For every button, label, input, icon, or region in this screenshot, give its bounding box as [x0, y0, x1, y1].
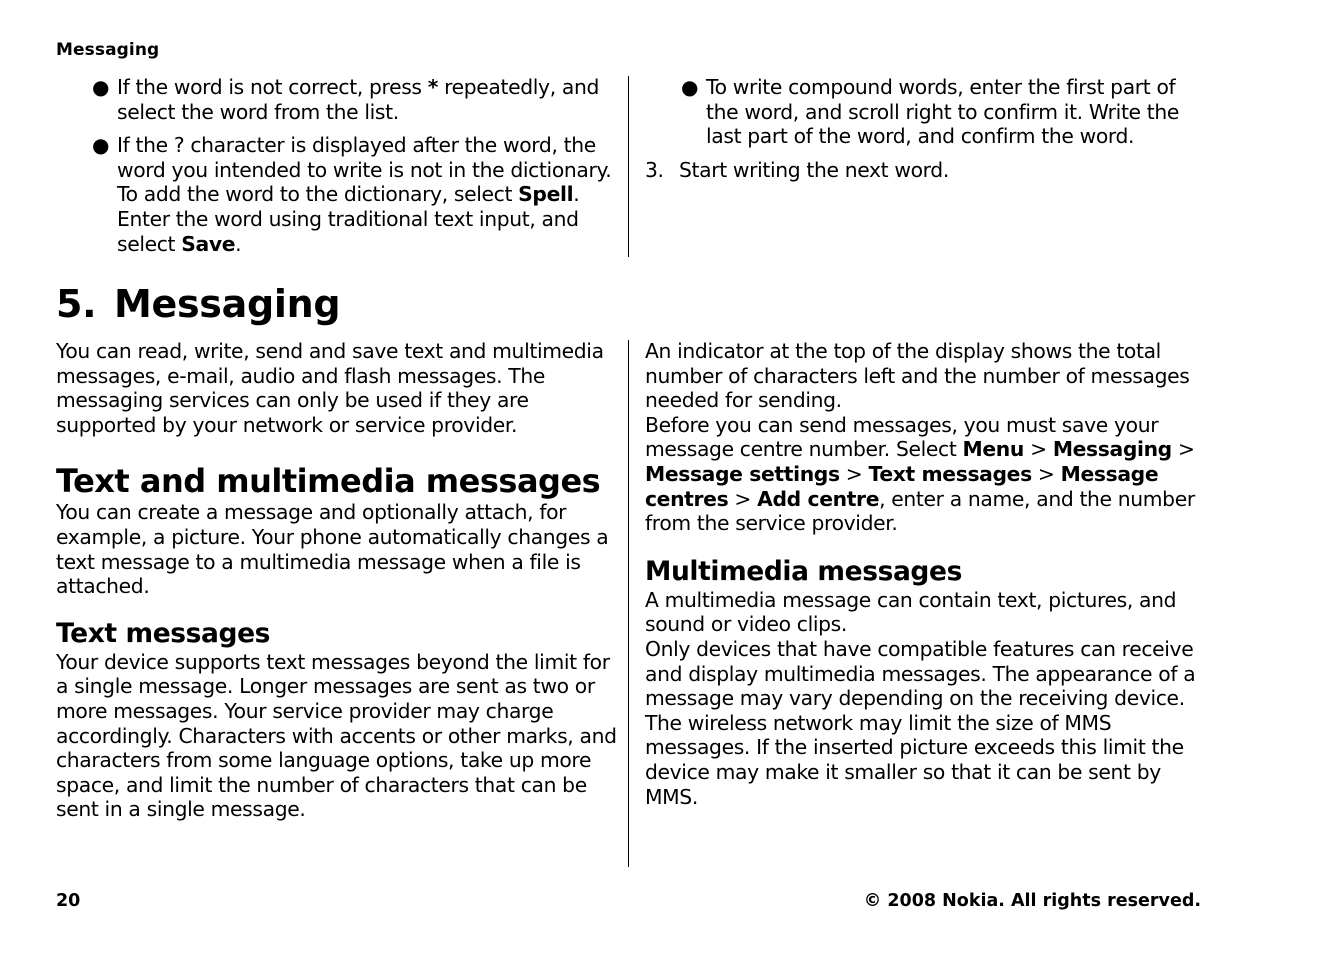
subsection-heading: Text messages	[56, 617, 271, 649]
section-heading: Text and multimedia messages	[56, 462, 601, 501]
bullet-icon: ●	[92, 75, 110, 99]
top-right-column	[645, 75, 1205, 182]
right-column	[645, 339, 1210, 809]
top-left-column	[56, 75, 616, 265]
mm-paragraph-3: The wireless network may limit the size of MMS messages. If the inserted picture exceeds this limit the device may make it smaller so that it can be sent by MMS.	[645, 710, 1184, 809]
list-item: ● If the ? character is displayed after the word, the word you intended to write is not in the dictionary. To add the word to the dictionary, select Spell. Enter the word using traditional text input, and select Save.	[92, 133, 612, 256]
mm-paragraph-2: Only devices that have compatible features can receive and display multimedia messages. The appearance of a message may vary depending on the receiving device.	[645, 636, 1196, 711]
message-centre-paragraph: Before you can send messages, you must save your message centre number. Select Menu > Messaging > Message settings > Text messages > Message centres > Add centre, enter a name, and the number from the service provider.	[645, 412, 1195, 536]
bullet-icon: ●	[681, 75, 699, 99]
chapter-title: Messaging	[114, 282, 341, 326]
chapter-number: 5.	[56, 282, 97, 326]
indicator-paragraph: An indicator at the top of the display shows the total number of characters left and the number of messages needed for sending.	[645, 339, 1190, 413]
page-number: 20	[56, 891, 81, 911]
subsection-heading: Multimedia messages	[645, 555, 962, 587]
list-item: ● If the word is not correct, press * repeatedly, and select the word from the list.	[92, 75, 600, 124]
mm-paragraph-1: A multimedia message can contain text, pictures, and sound or video clips.	[645, 587, 1177, 637]
intro-paragraph: You can read, write, send and save text and multimedia messages, e-mail, audio and flash messages. The messaging services can only be used if they are supported by your network or service provider.	[56, 339, 604, 437]
bullet-icon: ●	[92, 133, 110, 158]
section-paragraph: You can create a message and optionally attach, for example, a picture. Your phone automatically changes a text message to a multimedia message when a file is attached.	[56, 500, 609, 599]
left-column	[56, 339, 618, 822]
column-divider	[628, 76, 629, 257]
column-divider	[628, 340, 629, 867]
numbered-step: 3. Start writing the next word.	[645, 157, 949, 182]
copyright: © 2008 Nokia. All rights reserved.	[863, 891, 1201, 911]
text-messages-paragraph: Your device supports text messages beyond the limit for a single message. Longer messages are sent as two or more messages. Your service provider may charge accordingly. Characters with accents or other marks, and characters from some language options, take up more space, and limit the number of characters that can be sent in a single message.	[56, 649, 617, 822]
chapter-heading	[56, 280, 340, 328]
running-head: Messaging	[56, 40, 160, 60]
list-item: ● To write compound words, enter the first part of the word, and scroll right to confirm it. Write the last part of the word, and confirm the word.	[681, 75, 1179, 149]
